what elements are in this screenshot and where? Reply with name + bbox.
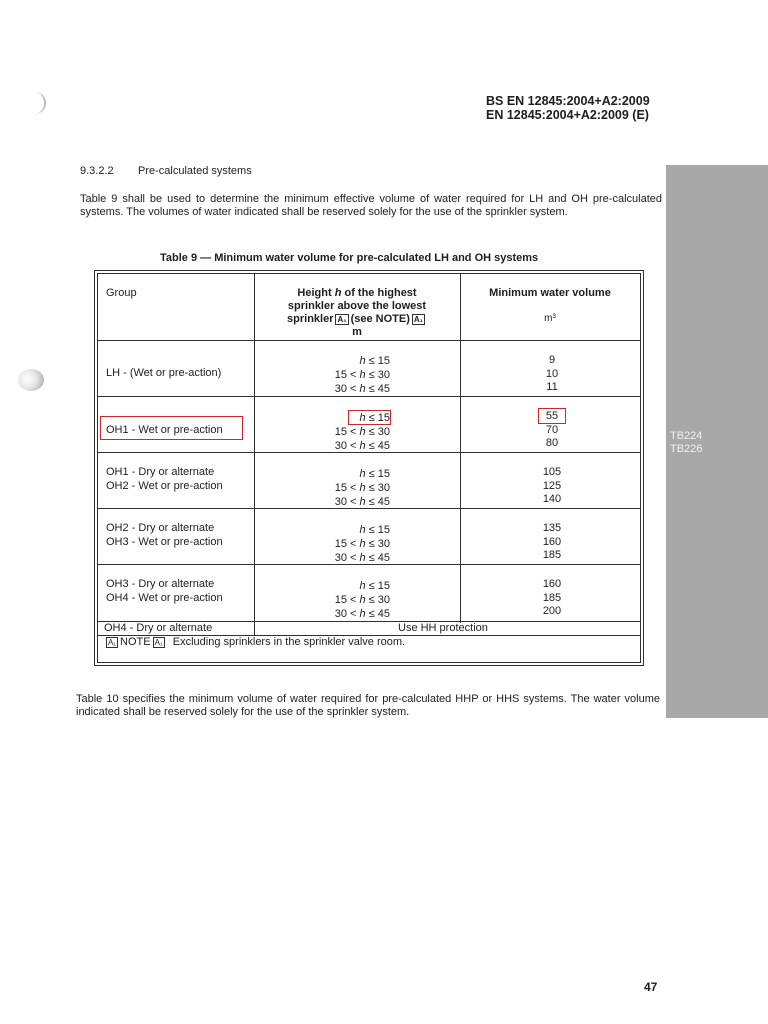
- amendment-close-icon: A₁: [154, 637, 163, 647]
- header-volume: Minimum water volume: [489, 287, 611, 299]
- volume-value: 10: [545, 368, 559, 380]
- table-border: [97, 662, 641, 663]
- amendment-close-icon: A₁: [413, 314, 423, 324]
- height-range: 30 < h ≤ 45: [334, 440, 390, 452]
- volume-value: 185: [542, 592, 562, 604]
- standard-header-line: BS EN 12845:2004+A2:2009: [486, 94, 650, 108]
- volume-value: 160: [542, 536, 562, 548]
- column-divider: [460, 273, 461, 623]
- table-border: [643, 270, 644, 666]
- header-height: Height h of the highest sprinkler above the lowest sprinkler A₁ (see NOTE) A₁ m: [287, 287, 427, 338]
- standard-header: [486, 94, 650, 122]
- section-number: 9.3.2.2: [80, 165, 114, 177]
- note-text: Excluding sprinklers in the sprinkler valve room.: [172, 636, 406, 648]
- table-note: [104, 636, 405, 649]
- group-label: OH4 - Wet or pre-action: [106, 592, 223, 604]
- volume-value: 185: [542, 549, 562, 561]
- height-range: 30 < h ≤ 45: [334, 608, 390, 620]
- last-row-value: Use HH protection: [398, 622, 488, 634]
- amendment-open-icon: A₁: [337, 314, 347, 324]
- group-label: OH2 - Dry or alternate: [106, 522, 215, 534]
- table-border: [94, 665, 644, 666]
- side-tab-code: TB224: [670, 430, 703, 442]
- height-range: 15 < h ≤ 30: [334, 538, 390, 550]
- table-border: [97, 273, 641, 274]
- height-range: h ≤ 15: [359, 412, 390, 424]
- note-label: NOTE: [120, 636, 151, 648]
- height-range: 30 < h ≤ 45: [334, 496, 390, 508]
- highlight-height-first: [348, 410, 391, 425]
- water-volume-table: [94, 270, 644, 666]
- group-label: LH - (Wet or pre-action): [106, 367, 222, 379]
- height-range: 15 < h ≤ 30: [334, 482, 390, 494]
- group-label: OH3 - Dry or alternate: [106, 578, 215, 590]
- standard-header-line: EN 12845:2004+A2:2009 (E): [486, 108, 649, 122]
- intro-paragraph: Table 9 shall be used to determine the minimum effective volume of water required for LH and OH pre-calculated systems. The volumes of water indicated shall be reserved solely for the use of the sprinkler system.: [80, 193, 662, 218]
- header-group: Group: [106, 287, 137, 299]
- volume-value: 70: [545, 424, 559, 436]
- scan-bracket-mark: [34, 92, 46, 114]
- side-tab-code: TB226: [670, 443, 703, 455]
- volume-value: 80: [545, 437, 559, 449]
- height-range: 15 < h ≤ 30: [334, 426, 390, 438]
- height-range: h ≤ 15: [359, 524, 390, 536]
- table-border: [640, 273, 641, 663]
- table-border: [94, 270, 644, 271]
- volume-value: 55: [545, 410, 559, 422]
- row-divider: [97, 340, 641, 341]
- volume-value: 9: [548, 354, 556, 366]
- group-label: OH1 - Dry or alternate: [106, 466, 215, 478]
- height-range: h ≤ 15: [359, 580, 390, 592]
- group-label: OH4 - Dry or alternate: [104, 622, 213, 634]
- table-border: [97, 273, 98, 663]
- group-label: OH3 - Wet or pre-action: [106, 536, 223, 548]
- volume-value: 11: [546, 381, 558, 393]
- volume-value: 105: [542, 466, 562, 478]
- height-range: h ≤ 15: [359, 355, 390, 367]
- column-divider: [254, 273, 255, 635]
- group-label: OH1 - Wet or pre-action: [106, 424, 223, 436]
- section-title: Pre-calculated systems: [138, 165, 252, 177]
- next-paragraph: Table 10 specifies the minimum volume of water required for pre-calculated HHP or HHS systems. The water volume indicated shall be reserved solely for the use of the sprinkler system.: [76, 693, 660, 718]
- table-caption: Table 9 — Minimum water volume for pre-calculated LH and OH systems: [160, 252, 539, 264]
- height-range: 15 < h ≤ 30: [334, 369, 390, 381]
- height-range: 30 < h ≤ 45: [334, 552, 390, 564]
- volume-value: 140: [542, 493, 562, 505]
- group-label: OH2 - Wet or pre-action: [106, 480, 223, 492]
- page-number: 47: [644, 980, 658, 994]
- table-border: [94, 270, 95, 666]
- volume-value: 135: [542, 522, 562, 534]
- amendment-open-icon: A₁: [108, 637, 117, 647]
- volume-value: 200: [542, 605, 562, 617]
- highlight-volume-55: [538, 408, 566, 424]
- height-range: 30 < h ≤ 45: [334, 383, 390, 395]
- volume-value: 160: [542, 578, 562, 590]
- section-heading: [80, 165, 252, 177]
- binder-hole-icon: [18, 369, 44, 391]
- highlight-group-oh1-wet: [100, 416, 243, 440]
- height-range: h ≤ 15: [359, 468, 390, 480]
- height-range: 15 < h ≤ 30: [334, 594, 390, 606]
- side-tab-codes: [670, 430, 702, 456]
- row-divider: [97, 396, 641, 397]
- header-volume-unit: m³: [544, 313, 556, 324]
- volume-value: 125: [542, 480, 562, 492]
